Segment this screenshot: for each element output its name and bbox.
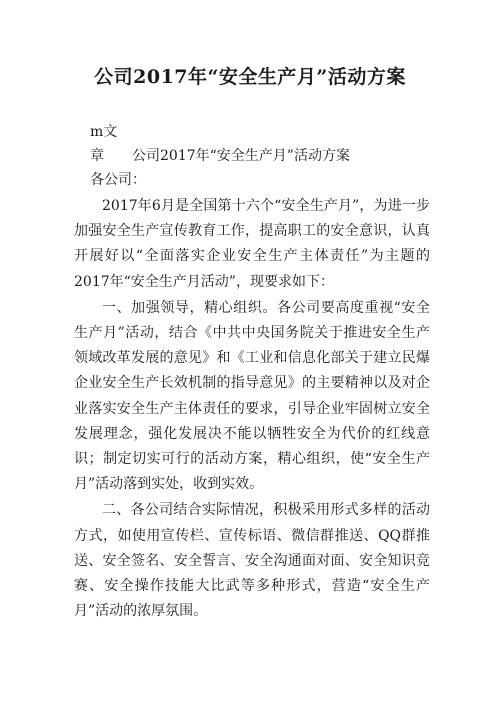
paragraph-section-2: 二、各公司结合实际情况，积极采用形式多样的活动方式，如使用宣传栏、宣传标语、微信群推送、QQ群推送、安全签名、安全誓言、安全沟通面对面、安全知识竞赛、安全操作技能大比武等多种形式，营造“安全生产月”活动的浓厚氛围。 [74, 502, 430, 620]
chapter-title: 公司2017年“安全生产月”活动方案 [132, 148, 350, 164]
document-title: 公司2017年“安全生产月”活动方案 [94, 66, 406, 88]
salutation: 各公司： [90, 172, 146, 188]
paragraph-section-1: 一、加强领导，精心组织。各公司要高度重视“安全生产月”活动，结合《中共中央国务院关于推进安全生产领域改革发展的意见》和《工业和信息化部关于建立民爆企业安全生产长效机制的指导意见》的主要精神以及对企业落实安全生产主体责任的要求，引导企业牢固树立安全发展理念，强化发展决不能以牺牲安全为代价的红线意识；制定切实可行的活动方案，精心组织，使“安全生产月”活动落到实处，收到实效。 [74, 299, 430, 493]
paragraph-intro: 2017年6月是全国第十六个“安全生产月”，为进一步加强安全生产宣传教育工作，提高职工的安全意识，认真开展好以“全面落实企业安全生产主体责任”为主题的2017年“安全生产月活动”，现要求如下： [74, 198, 430, 290]
chapter-label: 章 [90, 148, 104, 164]
chapter-line [90, 146, 350, 166]
document-body [74, 194, 430, 624]
source-line: m文 [90, 124, 118, 140]
